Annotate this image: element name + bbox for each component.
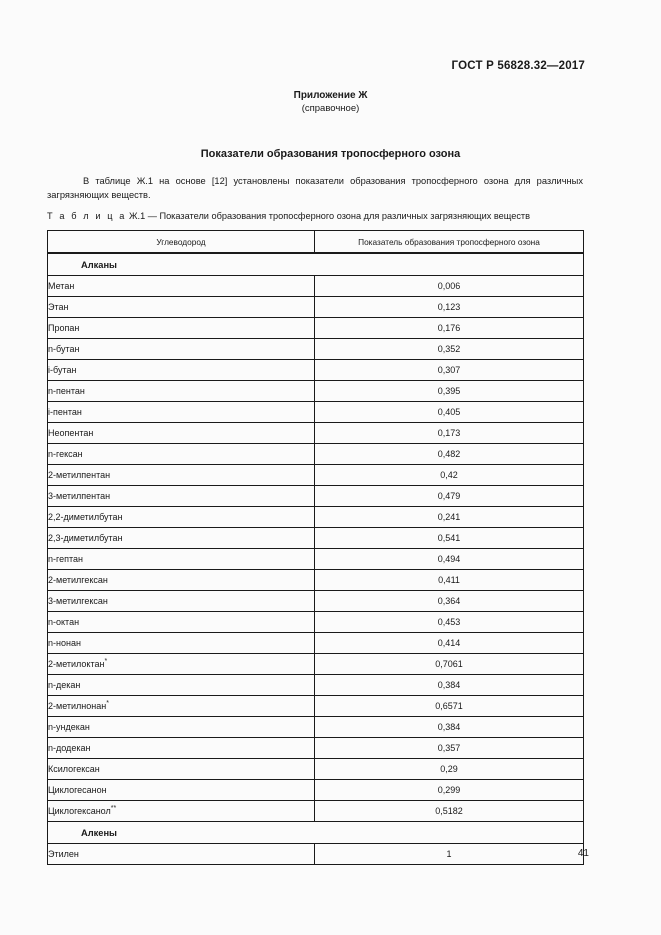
hydrocarbon-label: Этан <box>48 302 69 312</box>
hydrocarbon-label: Циклогексанол <box>48 806 111 816</box>
cell-hydrocarbon <box>48 318 315 339</box>
page-number: 41 <box>577 848 589 859</box>
cell-hydrocarbon <box>48 654 315 675</box>
table-row <box>48 339 584 360</box>
footnote-marker: ** <box>110 805 117 812</box>
standard-header: ГОСТ Р 56828.32—2017 <box>451 60 585 72</box>
table-row <box>48 591 584 612</box>
hydrocarbon-label: 2,3-диметилбутан <box>48 533 123 543</box>
cell-hydrocarbon <box>48 444 315 465</box>
cell-hydrocarbon <box>48 276 315 297</box>
cell-indicator-value: 0,364 <box>315 591 584 612</box>
table-row <box>48 717 584 738</box>
cell-indicator-value: 0,173 <box>315 423 584 444</box>
cell-indicator-value: 0,5182 <box>315 801 584 822</box>
column-header-hydrocarbon: Углеводород <box>48 231 315 254</box>
hydrocarbon-label: n-нонан <box>48 638 81 648</box>
cell-hydrocarbon <box>48 486 315 507</box>
cell-indicator-value: 0,241 <box>315 507 584 528</box>
cell-hydrocarbon <box>48 339 315 360</box>
cell-indicator-value: 0,479 <box>315 486 584 507</box>
cell-hydrocarbon <box>48 507 315 528</box>
cell-hydrocarbon <box>48 717 315 738</box>
footnote-marker: * <box>106 700 109 707</box>
cell-hydrocarbon <box>48 675 315 696</box>
hydrocarbon-label: Циклогесанон <box>48 785 107 795</box>
cell-indicator-value: 0,357 <box>315 738 584 759</box>
table-row <box>48 528 584 549</box>
footnote-marker: * <box>104 658 108 665</box>
page-title: Показатели образования тропосферного озона <box>200 148 461 160</box>
hydrocarbon-label: n-додекан <box>48 743 91 753</box>
table-row <box>48 738 584 759</box>
table-row <box>48 844 584 865</box>
table-body <box>48 253 584 865</box>
table-row <box>48 381 584 402</box>
cell-hydrocarbon <box>48 549 315 570</box>
cell-hydrocarbon <box>48 738 315 759</box>
hydrocarbon-label: 2-метилгексан <box>48 575 108 585</box>
hydrocarbon-label: n-октан <box>48 617 80 627</box>
appendix-label: Приложение Ж <box>293 90 368 101</box>
cell-indicator-value: 0,405 <box>315 402 584 423</box>
hydrocarbon-label: Метан <box>48 281 75 291</box>
table-row <box>48 780 584 801</box>
cell-hydrocarbon <box>48 465 315 486</box>
cell-indicator-value: 0,395 <box>315 381 584 402</box>
cell-indicator-value: 0,7061 <box>315 654 584 675</box>
cell-indicator-value: 0,494 <box>315 549 584 570</box>
hydrocarbon-label: i-пентан <box>48 407 82 417</box>
cell-hydrocarbon <box>48 423 315 444</box>
hydrocarbon-label: Ксилогексан <box>48 764 100 774</box>
cell-hydrocarbon <box>48 381 315 402</box>
table-section-row <box>48 822 584 844</box>
cell-hydrocarbon <box>48 844 315 865</box>
cell-indicator-value: 0,453 <box>315 612 584 633</box>
table-row <box>48 759 584 780</box>
cell-indicator-value: 0,482 <box>315 444 584 465</box>
hydrocarbon-label: 2-метилоктан <box>48 659 105 669</box>
table-row <box>48 360 584 381</box>
ozone-formation-table <box>47 230 584 865</box>
table-row <box>48 654 584 675</box>
cell-indicator-value: 0,411 <box>315 570 584 591</box>
table-row <box>48 276 584 297</box>
table-row <box>48 570 584 591</box>
table-section-label: Алкены <box>48 822 584 844</box>
table-row <box>48 402 584 423</box>
cell-indicator-value: 1 <box>315 844 584 865</box>
hydrocarbon-label: Неопентан <box>48 428 94 438</box>
cell-indicator-value: 0,307 <box>315 360 584 381</box>
table-row <box>48 696 584 717</box>
cell-hydrocarbon <box>48 402 315 423</box>
cell-hydrocarbon <box>48 297 315 318</box>
cell-hydrocarbon <box>48 801 315 822</box>
cell-indicator-value: 0,42 <box>315 465 584 486</box>
cell-indicator-value: 0,176 <box>315 318 584 339</box>
table-row <box>48 507 584 528</box>
cell-hydrocarbon <box>48 591 315 612</box>
hydrocarbon-label: n-декан <box>48 680 81 690</box>
hydrocarbon-label: 2-метилнонан <box>48 701 107 711</box>
cell-hydrocarbon <box>48 360 315 381</box>
table-row <box>48 423 584 444</box>
cell-indicator-value: 0,299 <box>315 780 584 801</box>
hydrocarbon-label: Пропан <box>48 323 80 333</box>
cell-hydrocarbon <box>48 633 315 654</box>
hydrocarbon-label: n-гептан <box>48 554 83 564</box>
cell-indicator-value: 0,414 <box>315 633 584 654</box>
table-caption <box>47 211 607 221</box>
appendix-heading <box>0 89 661 115</box>
cell-indicator-value: 0,123 <box>315 297 584 318</box>
hydrocarbon-label: 2-метилпентан <box>48 470 111 480</box>
cell-indicator-value: 0,29 <box>315 759 584 780</box>
hydrocarbon-label: 3-метилпентан <box>48 491 111 501</box>
hydrocarbon-label: n-гексан <box>48 449 83 459</box>
cell-indicator-value: 0,6571 <box>315 696 584 717</box>
hydrocarbon-label: n-бутан <box>48 344 80 354</box>
cell-indicator-value: 0,384 <box>315 675 584 696</box>
table-row <box>48 801 584 822</box>
cell-hydrocarbon <box>48 612 315 633</box>
hydrocarbon-label: 2,2-диметилбутан <box>48 512 123 522</box>
table-section-row <box>48 253 584 276</box>
hydrocarbon-label: 3-метилгексан <box>48 596 108 606</box>
table-row <box>48 549 584 570</box>
table-row <box>48 486 584 507</box>
hydrocarbon-label: Этилен <box>48 849 79 859</box>
table-caption-rest: Ж.1 — Показатели образования тропосферного озона для различных загрязняющих веществ <box>129 211 531 221</box>
intro-paragraph: В таблице Ж.1 на основе [12] установлены показатели образования тропосферного озона для различных загрязняющих веществ. <box>47 176 583 200</box>
cell-hydrocarbon <box>48 780 315 801</box>
column-header-indicator: Показатель образования тропосферного озона <box>315 231 584 254</box>
table-row <box>48 444 584 465</box>
appendix-kind: (справочное) <box>301 103 360 114</box>
table-row <box>48 465 584 486</box>
table-row <box>48 612 584 633</box>
cell-indicator-value: 0,541 <box>315 528 584 549</box>
cell-indicator-value: 0,006 <box>315 276 584 297</box>
cell-hydrocarbon <box>48 759 315 780</box>
table-section-label: Алканы <box>48 253 584 276</box>
table-header-row <box>48 231 584 254</box>
cell-hydrocarbon <box>48 696 315 717</box>
table-caption-prefix: Т а б л и ц а <box>47 211 127 221</box>
table-row <box>48 675 584 696</box>
table-row <box>48 318 584 339</box>
table-row <box>48 633 584 654</box>
hydrocarbon-label: n-ундекан <box>48 722 90 732</box>
cell-hydrocarbon <box>48 528 315 549</box>
hydrocarbon-label: i-бутан <box>48 365 77 375</box>
cell-indicator-value: 0,352 <box>315 339 584 360</box>
cell-hydrocarbon <box>48 570 315 591</box>
table-header <box>48 231 584 254</box>
table-row <box>48 297 584 318</box>
cell-indicator-value: 0,384 <box>315 717 584 738</box>
hydrocarbon-label: n-пентан <box>48 386 85 396</box>
